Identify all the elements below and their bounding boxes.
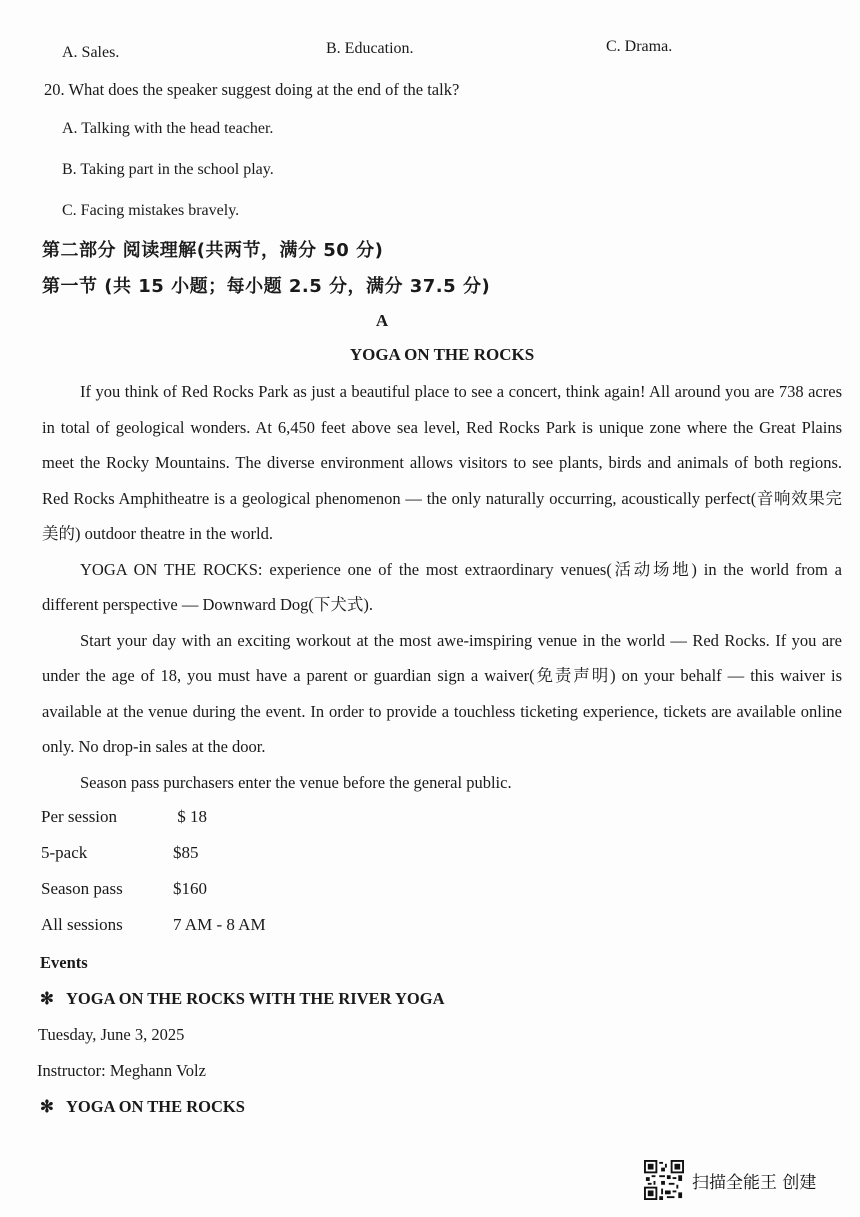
event-date: Tuesday, June 3, 2025 (38, 1025, 185, 1044)
watermark-text: 扫描全能王 创建 (692, 1172, 817, 1193)
price-value: $85 (173, 843, 199, 862)
events-heading: Events (40, 953, 88, 972)
price-value: $160 (173, 879, 207, 898)
paragraph-1: If you think of Red Rocks Park as just a beautiful place to see a concert, think again! All around you are 738 acres in total of geological wonders. At 6,450 feet above sea level, Red Rocks Park is unique zone where the Great Plains meet the Rocky Mountains. The diverse environment allows visitors to see plants, birds and animals of both regions. Red Rocks Amphitheatre is a geological phenomenon — the only naturally occurring, acoustically perfect(音响效果完美的) outdoor theatre in the world. (42, 382, 842, 543)
scanner-watermark (644, 1160, 816, 1200)
price-label: Season pass (41, 879, 123, 898)
flower-icon: ✻ (40, 1097, 54, 1116)
paragraph-2: YOGA ON THE ROCKS: experience one of the most extraordinary venues(活动场地) in the world from a different perspective — Downward Dog(下犬式). (42, 559, 842, 614)
price-row (41, 879, 207, 899)
price-value: 7 AM - 8 AM (173, 915, 266, 934)
price-row (41, 843, 199, 863)
price-label: 5-pack (41, 843, 88, 862)
paragraph-3: Start your day with an exciting workout at the most awe-imspiring venue in the world — Red Rocks. If you are under the age of 18, you must have a parent or guardian sign a waiver(免责声明) on your behalf — this waiver is available at the venue during the event. In order to provide a touchless ticketing experience, tickets are available online only. No drop-in sales at the door. (42, 630, 842, 756)
passage-title: YOGA ON THE ROCKS (349, 345, 535, 364)
q19-option-b: B. Education. (326, 40, 414, 57)
q20-option-a: A. Talking with the head teacher. (62, 120, 274, 137)
q19-option-a: A. Sales. (62, 44, 120, 61)
event-title-1: ✻ YOGA ON THE ROCKS WITH THE RIVER YOGA (40, 989, 445, 1008)
price-value: $ 18 (173, 807, 207, 826)
paragraph-4: Season pass purchasers enter the venue before the general public. (80, 772, 512, 792)
price-label: All sessions (41, 915, 123, 934)
q19-option-c: C. Drama. (606, 38, 673, 55)
passage-letter: A (375, 311, 389, 330)
price-label: Per session (41, 807, 118, 826)
q20-option-b: B. Taking part in the school play. (62, 161, 274, 178)
q20-question: 20. What does the speaker suggest doing at the end of the talk? (44, 80, 460, 99)
event-title-2: ✻ YOGA ON THE ROCKS (40, 1097, 245, 1116)
section1-heading: 第一节 (共 15 小题；每小题 2.5 分，满分 37.5 分) (42, 276, 491, 297)
passage-body (42, 374, 842, 800)
event-instructor: Instructor: Meghann Volz (37, 1061, 206, 1080)
q20-option-c: C. Facing mistakes bravely. (62, 202, 240, 219)
price-row (41, 807, 207, 827)
qr-code-icon (644, 1160, 684, 1200)
price-row (41, 915, 266, 935)
part2-heading: 第二部分 阅读理解(共两节，满分 50 分) (42, 240, 384, 261)
flower-icon: ✻ (40, 989, 54, 1008)
